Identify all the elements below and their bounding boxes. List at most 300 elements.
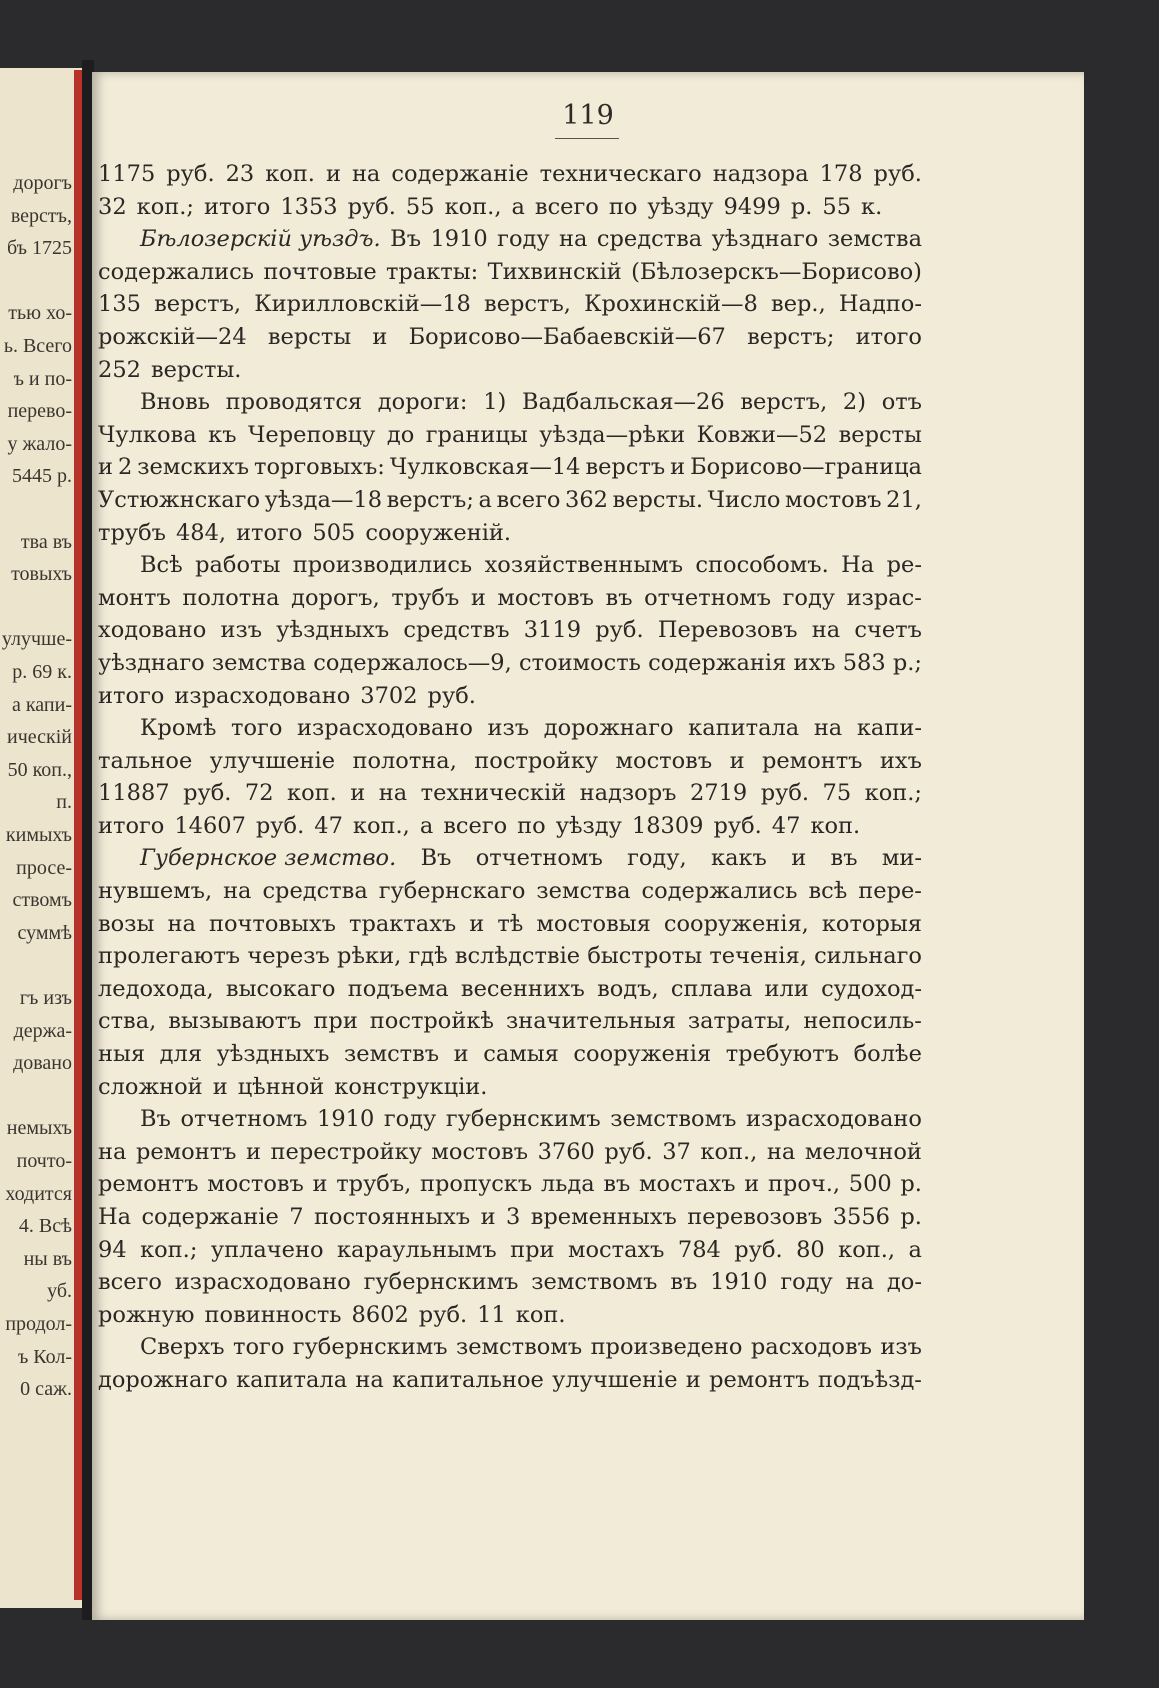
word: Ковжи—52	[696, 421, 828, 448]
word: 55	[405, 193, 435, 220]
word: содержанія	[648, 649, 787, 676]
left-margin-fragment: р. 69 к.	[12, 661, 72, 683]
word: нувшемъ,	[98, 878, 213, 905]
word: на	[167, 910, 196, 937]
word: году	[780, 1269, 833, 1296]
word: дорогъ,	[291, 584, 380, 611]
left-margin-fragment: уб.	[47, 1280, 72, 1303]
word: вслѣдствіе	[454, 943, 581, 970]
left-margin-fragment: 50 коп.,	[7, 758, 72, 781]
word: значительныя	[505, 1008, 676, 1035]
word: и	[469, 910, 485, 937]
word: 252	[98, 356, 141, 383]
word: произведено	[590, 1334, 743, 1361]
word: повинность	[204, 1301, 342, 1328]
word: 3702	[360, 682, 418, 709]
word: версты.	[612, 486, 704, 513]
word: техническаго	[539, 161, 702, 187]
word: 3760	[537, 1138, 595, 1165]
left-margin-fragment: п.	[56, 791, 72, 814]
word: всего	[98, 1269, 162, 1296]
word: году,	[627, 845, 687, 872]
word: отчетномъ	[180, 1106, 308, 1133]
text-line	[98, 940, 922, 973]
word: На	[98, 1204, 132, 1230]
word: на	[355, 1366, 384, 1393]
word: стоимость	[518, 649, 641, 676]
word: способомъ.	[695, 552, 829, 579]
word: мостовыя	[536, 910, 651, 937]
word: ремонтъ	[709, 1366, 810, 1393]
word: году	[497, 226, 550, 253]
word: на	[559, 226, 588, 253]
word: Чулкова	[98, 421, 197, 448]
word: коп.,	[700, 1138, 758, 1165]
word: израсходовано	[174, 1269, 351, 1296]
word: границы	[425, 421, 528, 448]
word: надзоръ	[579, 780, 677, 807]
word: руб.	[760, 780, 810, 807]
word: проводятся	[225, 389, 363, 416]
word: 3556	[832, 1204, 890, 1230]
word: верстъ,	[484, 291, 571, 318]
word: (Бѣлозерскъ—Борисово)	[631, 258, 922, 285]
word: 14607	[174, 812, 246, 839]
word: Кирилловскій—18	[254, 291, 471, 318]
word: Вновь	[140, 389, 210, 416]
word: 362	[565, 486, 608, 513]
word: трактахъ	[349, 910, 457, 937]
word: отъ	[881, 389, 922, 416]
word: черезъ	[247, 943, 330, 970]
word: подъѣзд-	[817, 1366, 922, 1393]
left-margin-fragment: ъ и по-	[13, 367, 72, 390]
word: и	[372, 323, 388, 350]
word: дорожнаго	[543, 715, 674, 742]
word: быстроты	[587, 943, 703, 970]
word: Въ	[140, 1106, 171, 1133]
word: содержаніе	[141, 1204, 279, 1230]
word: верстъ	[585, 454, 666, 481]
word: Въ	[420, 845, 452, 872]
text-line	[98, 1201, 922, 1234]
word: 505	[312, 519, 356, 546]
word: надзора	[712, 161, 809, 187]
left-margin-fragment: а капи-	[12, 693, 72, 716]
word: земства	[827, 226, 922, 253]
word: рѣки,	[337, 943, 402, 970]
word: всѣ	[808, 878, 848, 905]
word: и	[246, 1138, 262, 1165]
word: коп.;	[136, 193, 194, 220]
word: Въ	[390, 226, 422, 253]
left-margin-fragment: довано	[13, 1052, 72, 1075]
word: 178	[819, 161, 863, 187]
word: въ	[830, 845, 858, 872]
word: верстъ,	[154, 291, 242, 318]
text-line	[98, 908, 922, 941]
word: въ	[603, 1171, 631, 1198]
word: на	[845, 1269, 875, 1296]
text-line	[98, 582, 922, 615]
left-margin-fragment: у жало-	[7, 432, 72, 455]
text-line	[98, 451, 922, 484]
word: капи-	[856, 715, 922, 742]
word: руб.	[166, 161, 215, 187]
word: Тихвинскій	[487, 258, 622, 285]
word: пролегаютъ	[98, 943, 241, 970]
word: уѣзднаго	[711, 226, 819, 253]
word: по	[517, 812, 546, 839]
text-line	[98, 419, 922, 452]
word: конструкціи.	[334, 1073, 488, 1100]
word: земствомъ	[610, 1106, 737, 1133]
word: до	[386, 421, 415, 448]
word: Всѣ	[140, 552, 183, 579]
word: всего	[443, 812, 508, 839]
left-margin-fragment: 5445 р.	[12, 465, 72, 488]
text-line	[98, 1168, 922, 1201]
word: капитальное	[392, 1366, 544, 1393]
word: и	[670, 454, 686, 481]
word: 47	[314, 812, 343, 839]
word: р.	[790, 193, 813, 220]
text-line	[98, 256, 922, 289]
word: торговыхъ:	[254, 454, 385, 481]
page	[92, 72, 1084, 1620]
word: и	[470, 584, 486, 611]
word: а	[478, 486, 492, 513]
page-body-text	[98, 158, 922, 1397]
word: Череповцу	[248, 421, 376, 448]
word: израсходовано	[745, 1106, 922, 1133]
word: и	[350, 780, 366, 807]
word: израсходовано	[174, 682, 351, 709]
left-margin-fragment: верстъ,	[10, 204, 72, 227]
word: Сверхъ	[140, 1334, 225, 1361]
left-margin-fragment: тва въ	[20, 530, 72, 553]
word: земствъ	[343, 1041, 440, 1068]
left-margin-fragment: бъ 1725	[6, 237, 72, 260]
left-margin-fragment: гъ изъ	[19, 987, 72, 1009]
word: какъ	[711, 845, 767, 872]
word: мостовъ	[497, 584, 594, 611]
word: караульнымъ	[336, 1236, 497, 1263]
word: трубъ	[391, 584, 460, 611]
word: уѣздныхъ	[276, 617, 390, 644]
text-line	[98, 484, 922, 517]
word: и	[791, 845, 807, 872]
word: при	[313, 1008, 358, 1035]
text-line	[98, 875, 922, 908]
word: полотна	[182, 584, 280, 611]
word: уѣзда—18	[264, 486, 383, 513]
left-margin-fragment: кимыхъ	[5, 824, 72, 846]
word: земства	[211, 649, 307, 676]
word: итого	[98, 682, 165, 709]
word: итого	[98, 812, 165, 839]
word: земства	[536, 878, 631, 905]
page-number: 119	[562, 100, 614, 131]
word: и	[453, 1041, 469, 1068]
word: временныхъ	[530, 1204, 677, 1230]
word: р.;	[892, 649, 922, 676]
word: дороги:	[377, 389, 468, 416]
page-number-ornament	[555, 138, 619, 140]
word: 2719	[689, 780, 748, 807]
word: Устюжнскаго	[98, 486, 261, 513]
text-line	[98, 1103, 922, 1136]
word: возы	[98, 910, 155, 937]
word: 11887	[98, 780, 170, 807]
text-line	[98, 386, 922, 419]
left-margin-fragment: 4. Всѣ	[18, 1215, 72, 1238]
word: тракты:	[385, 258, 479, 285]
word: отчетномъ	[475, 845, 603, 872]
word: 9499	[723, 193, 781, 220]
word: 2)	[842, 389, 867, 416]
word: мостахъ	[639, 1171, 736, 1198]
left-margin-fragment: держа-	[13, 1019, 72, 1042]
word: губернскимъ	[363, 1269, 519, 1296]
text-line	[98, 842, 922, 875]
text-line	[98, 1005, 922, 1038]
word: 1353	[280, 193, 338, 220]
word: уѣзда—рѣки	[539, 421, 686, 448]
word: на	[766, 1138, 796, 1165]
word: почтовые	[263, 258, 377, 285]
word: всего	[496, 486, 561, 513]
word: году	[383, 1106, 437, 1133]
word: и	[212, 1073, 228, 1100]
text-line	[98, 1136, 922, 1169]
text-line	[98, 1234, 922, 1267]
word: итого	[203, 193, 271, 220]
word: пере-	[858, 878, 922, 905]
word: рожную	[98, 1301, 195, 1328]
word: итого	[855, 323, 922, 350]
word: льда	[540, 1171, 595, 1198]
word: коп.,	[352, 812, 410, 839]
word: почтовыхъ	[208, 910, 336, 937]
word: 75	[822, 780, 852, 807]
word: счетъ	[854, 617, 922, 644]
word: техническій	[420, 780, 567, 807]
word: производились	[292, 552, 473, 579]
word: израсходовано	[296, 715, 473, 742]
word: израс-	[846, 584, 922, 611]
word: Борисово—Бабаевскій—67	[408, 323, 726, 350]
word: 23	[225, 161, 255, 187]
word: для	[159, 1041, 203, 1068]
word: ныя	[98, 1041, 146, 1068]
word: на	[351, 161, 381, 187]
word: 1910	[317, 1106, 375, 1133]
word: руб.	[595, 617, 644, 644]
word: подъема	[347, 975, 449, 1002]
text-line	[98, 777, 922, 810]
word: 484,	[175, 519, 227, 546]
left-margin-fragment: ическій	[7, 726, 72, 749]
word: сложной	[98, 1073, 203, 1100]
word: и	[744, 1171, 760, 1198]
word: 37	[662, 1138, 691, 1165]
word: версты	[838, 421, 922, 448]
text-line	[98, 321, 922, 354]
left-margin-fragment: ствомъ	[12, 889, 72, 912]
left-margin-fragment: продол-	[5, 1313, 72, 1335]
word: а	[511, 193, 525, 220]
text-line	[98, 1299, 922, 1332]
word: руб.	[873, 161, 922, 187]
word: всего	[534, 193, 599, 220]
word: уѣзду	[555, 812, 622, 839]
word: верстъ;	[386, 486, 474, 513]
word: ходовано	[98, 617, 207, 644]
word: и	[312, 1171, 328, 1198]
word: ре-	[886, 552, 922, 579]
left-margin-fragment: тью хо-	[8, 302, 72, 325]
word: коп.	[515, 1301, 566, 1328]
word: и	[685, 1366, 701, 1393]
word: уѣзднаго	[98, 649, 205, 676]
district-heading: Бѣлозерскій уѣздъ.	[140, 226, 381, 253]
word: трубъ,	[336, 1171, 412, 1198]
word: мостовъ	[207, 1171, 304, 1198]
word: земскихъ	[137, 454, 250, 481]
word: ледохода,	[98, 975, 214, 1002]
word: 2	[117, 454, 133, 481]
word: 47	[771, 812, 801, 839]
text-line	[98, 647, 922, 680]
word: руб.	[255, 812, 305, 839]
word: средства	[596, 226, 703, 253]
word: руб.	[604, 1138, 653, 1165]
word: 3	[506, 1204, 521, 1230]
word: руб.	[347, 193, 396, 220]
word: изъ	[487, 715, 530, 742]
word: вызываютъ	[168, 1008, 302, 1035]
word: 1910	[430, 226, 488, 253]
word: ства,	[98, 1008, 157, 1035]
word: 32	[98, 193, 127, 220]
text-line	[98, 1038, 922, 1071]
word: верстъ;	[747, 323, 835, 350]
word: того	[233, 1334, 285, 1361]
word: а	[908, 1236, 922, 1263]
word: Чулковская—14	[389, 454, 581, 481]
word: улучшеніе	[209, 747, 336, 774]
word: при	[510, 1236, 555, 1263]
text-line	[98, 354, 922, 387]
word: монтъ	[98, 584, 171, 611]
word: 72	[244, 780, 274, 807]
left-margin-fragment: суммѣ	[17, 921, 72, 944]
word: хозяйственнымъ	[484, 552, 684, 579]
text-line	[98, 1331, 922, 1364]
text-line	[98, 810, 922, 843]
left-margin-fragment: 0 саж.	[20, 1378, 72, 1401]
word: руб.	[427, 682, 476, 709]
word: пропускъ	[420, 1171, 533, 1198]
word: руб.	[418, 1301, 468, 1328]
word: требуютъ	[725, 1041, 840, 1068]
word: содержаніе	[391, 161, 529, 187]
word: 1175	[98, 161, 156, 187]
word: постоянныхъ	[313, 1204, 471, 1230]
word: расходовъ	[750, 1334, 872, 1361]
word: водъ,	[597, 975, 659, 1002]
word: ихъ	[879, 747, 922, 774]
text-line	[98, 158, 922, 191]
word: ремонтъ	[135, 1138, 237, 1165]
left-margin-fragment: ъ Кол-	[17, 1345, 72, 1368]
word: Крохинскій—8	[584, 291, 758, 318]
word: году	[782, 584, 836, 611]
word: 1)	[483, 389, 507, 416]
word: высокаго	[225, 975, 336, 1002]
word: коп.,	[838, 1236, 896, 1263]
left-margin-fragment: дорогъ	[13, 172, 72, 194]
word: весеннихъ	[460, 975, 585, 1002]
word: версты.	[150, 356, 242, 383]
word: коп.	[287, 780, 337, 807]
word: губернскаго	[378, 878, 526, 905]
left-margin-fragment: перево-	[7, 400, 72, 423]
word: губернскимъ	[292, 1334, 448, 1361]
word: мостовъ	[615, 747, 713, 774]
word: гдѣ	[408, 943, 448, 970]
word: капитала	[688, 715, 800, 742]
word: непосиль-	[803, 1008, 922, 1035]
left-margin-fragment: почто-	[16, 1150, 72, 1172]
word: судоход-	[821, 975, 922, 1002]
word: содержались	[98, 258, 254, 285]
word: Надпо-	[838, 291, 922, 318]
word: к.	[861, 193, 883, 220]
word: верстъ,	[740, 389, 828, 416]
word: работы	[195, 552, 281, 579]
text-line	[98, 745, 922, 778]
word: сооруженія,	[663, 910, 809, 937]
word: коп.;	[140, 1236, 198, 1263]
word: Борисово—граница	[690, 454, 922, 481]
word: болѣе	[853, 1041, 922, 1068]
word: коп.	[265, 161, 315, 187]
word: 784	[677, 1236, 721, 1263]
word: дорожнаго	[98, 1366, 228, 1393]
word: Число	[707, 486, 781, 513]
text-line	[98, 191, 922, 224]
left-margin-fragment: ходится	[5, 1182, 72, 1205]
word: изъ	[880, 1334, 922, 1361]
word: на	[811, 617, 841, 644]
word: коп.,	[444, 193, 502, 220]
word: до-	[886, 1269, 922, 1296]
word: отчетномъ	[644, 584, 772, 611]
word: 80	[796, 1236, 825, 1263]
word: цѣнной	[237, 1073, 325, 1100]
word: земствомъ	[455, 1334, 583, 1361]
word: 55	[822, 193, 852, 220]
word: версты	[267, 323, 352, 350]
word: улучшеніе	[552, 1366, 678, 1393]
word: р.	[900, 1204, 922, 1230]
text-line	[98, 549, 922, 582]
word: и	[325, 161, 341, 187]
word: полотна,	[352, 747, 457, 774]
word: средствъ	[403, 617, 510, 644]
